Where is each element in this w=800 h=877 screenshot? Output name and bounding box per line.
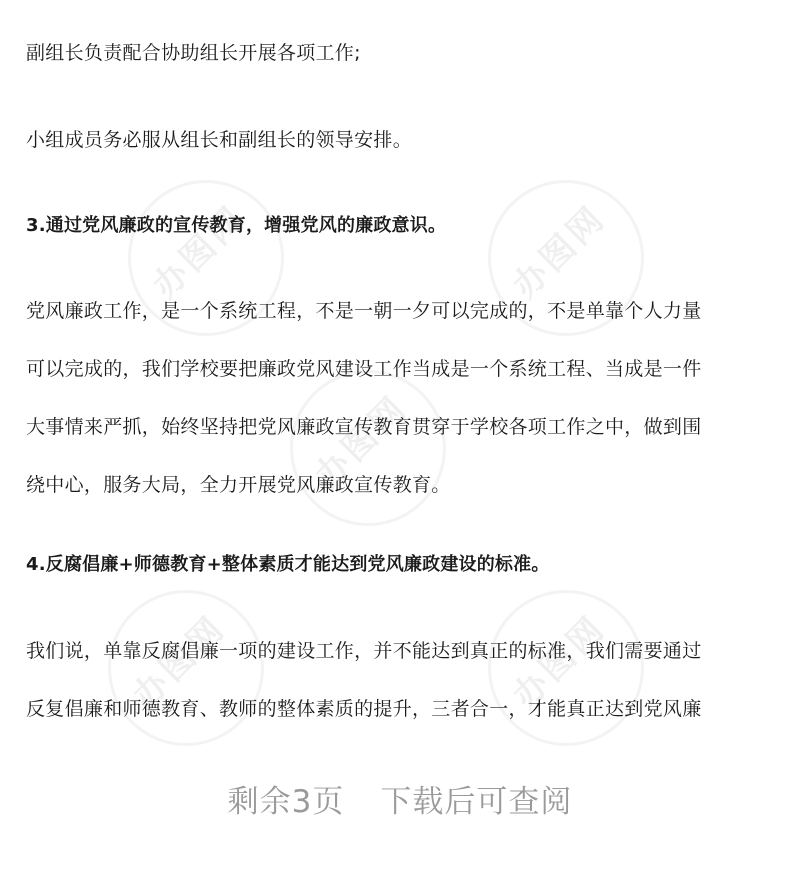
watermark-text: 办图网	[505, 197, 614, 307]
section-heading: 4.反腐倡廉+师德教育+整体素质才能达到党风廉政建设的标准。	[26, 554, 550, 575]
text-line: 党风廉政工作，是一个系统工程，不是一朝一夕可以完成的，不是单靠个人力量	[26, 300, 702, 322]
text-line: 小组成员务必服从组长和副组长的领导安排。	[26, 129, 413, 151]
watermark-text: 办图网	[307, 387, 416, 497]
watermark-text: 办图网	[505, 607, 614, 717]
text-line: 副组长负责配合协助组长开展各项工作;	[26, 42, 361, 64]
text-line: 大事情来严抓，始终坚持把党风廉政宣传教育贯穿于学校各项工作之中，做到围	[26, 416, 702, 438]
text-line: 绕中心，服务大局，全力开展党风廉政宣传教育。	[26, 474, 451, 496]
watermark-text: 办图网	[125, 607, 234, 717]
remaining-pages-label[interactable]: 剩余3页	[227, 784, 345, 820]
section-heading: 3.通过党风廉政的宣传教育，增强党风的廉政意识。	[26, 215, 447, 236]
download-prompt-bar[interactable]	[0, 762, 800, 842]
watermark-text: 办图网	[145, 197, 254, 307]
download-to-view-link[interactable]: 下载后可查阅	[380, 784, 573, 820]
text-line: 可以完成的，我们学校要把廉政党风建设工作当成是一个系统工程、当成是一件	[26, 358, 702, 380]
text-line: 我们说，单靠反腐倡廉一项的建设工作，并不能达到真正的标准，我们需要通过	[26, 640, 702, 662]
text-line: 反复倡廉和师德教育、教师的整体素质的提升，三者合一，才能真正达到党风廉	[26, 698, 702, 720]
